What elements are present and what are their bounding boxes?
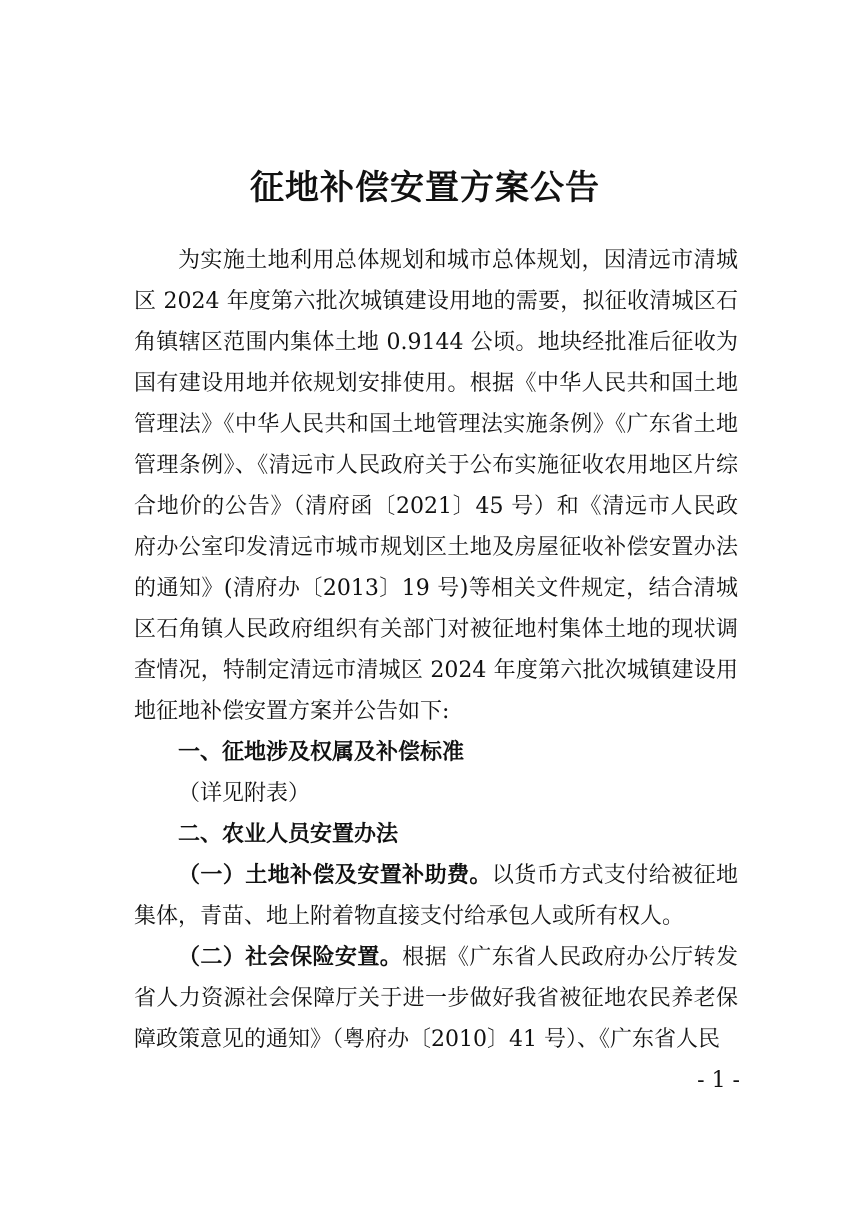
item-2-paragraph — [134, 937, 738, 1060]
document-title: 征地补偿安置方案公告 — [250, 168, 600, 208]
item-1-text: 以货币方式支付给被征地集体，青苗、地上附着物直接支付给承包人或所有权人。 — [134, 863, 738, 929]
document-body — [134, 240, 738, 1060]
intro-paragraph: 为实施土地利用总体规划和城市总体规划，因清远市清城区 2024 年度第六批次城镇建设用地的需要，拟征收清城区石角镇辖区范围内集体土地 0.9144 公顷。地块经批准后征收为国有建设用地并依规划安排使用。根据《中华人民共和国土地管理法》《中华人民共和国土地管理法实施条例》《广东省土地管理条例》、《清远市人民政府关于公布实施征收农用地区片综合地价的公告》（清府函〔2021〕45 号）和《清远市人民政府办公室印发清远市城市规划区土地及房屋征收补偿安置办法的通知》(清府办〔2013〕19 号)等相关文件规定，结合清城区石角镇人民政府组织有关部门对被征地村集体土地的现状调查情况，特制定清远市清城区 2024 年度第六批次城镇建设用地征地补偿安置方案并公告如下: — [134, 248, 738, 724]
item-2-text: 根据《广东省人民政府办公厅转发省人力资源社会保障厅关于进一步做好我省被征地农民养老保障政策意见的通知》（粤府办〔2010〕41 号）、《广东省人民 — [134, 945, 738, 1052]
item-1-lead: （一）土地补偿及安置补助费。 — [178, 863, 492, 888]
item-2-lead: （二）社会保险安置。 — [178, 945, 403, 970]
item-1-paragraph — [134, 855, 738, 937]
page-number: - 1 - — [697, 1068, 740, 1093]
section-1-heading: 一、征地涉及权属及补偿标准 — [178, 740, 465, 765]
section-2-heading: 二、农业人员安置办法 — [178, 822, 399, 847]
section-1-note: （详见附表） — [178, 781, 311, 806]
